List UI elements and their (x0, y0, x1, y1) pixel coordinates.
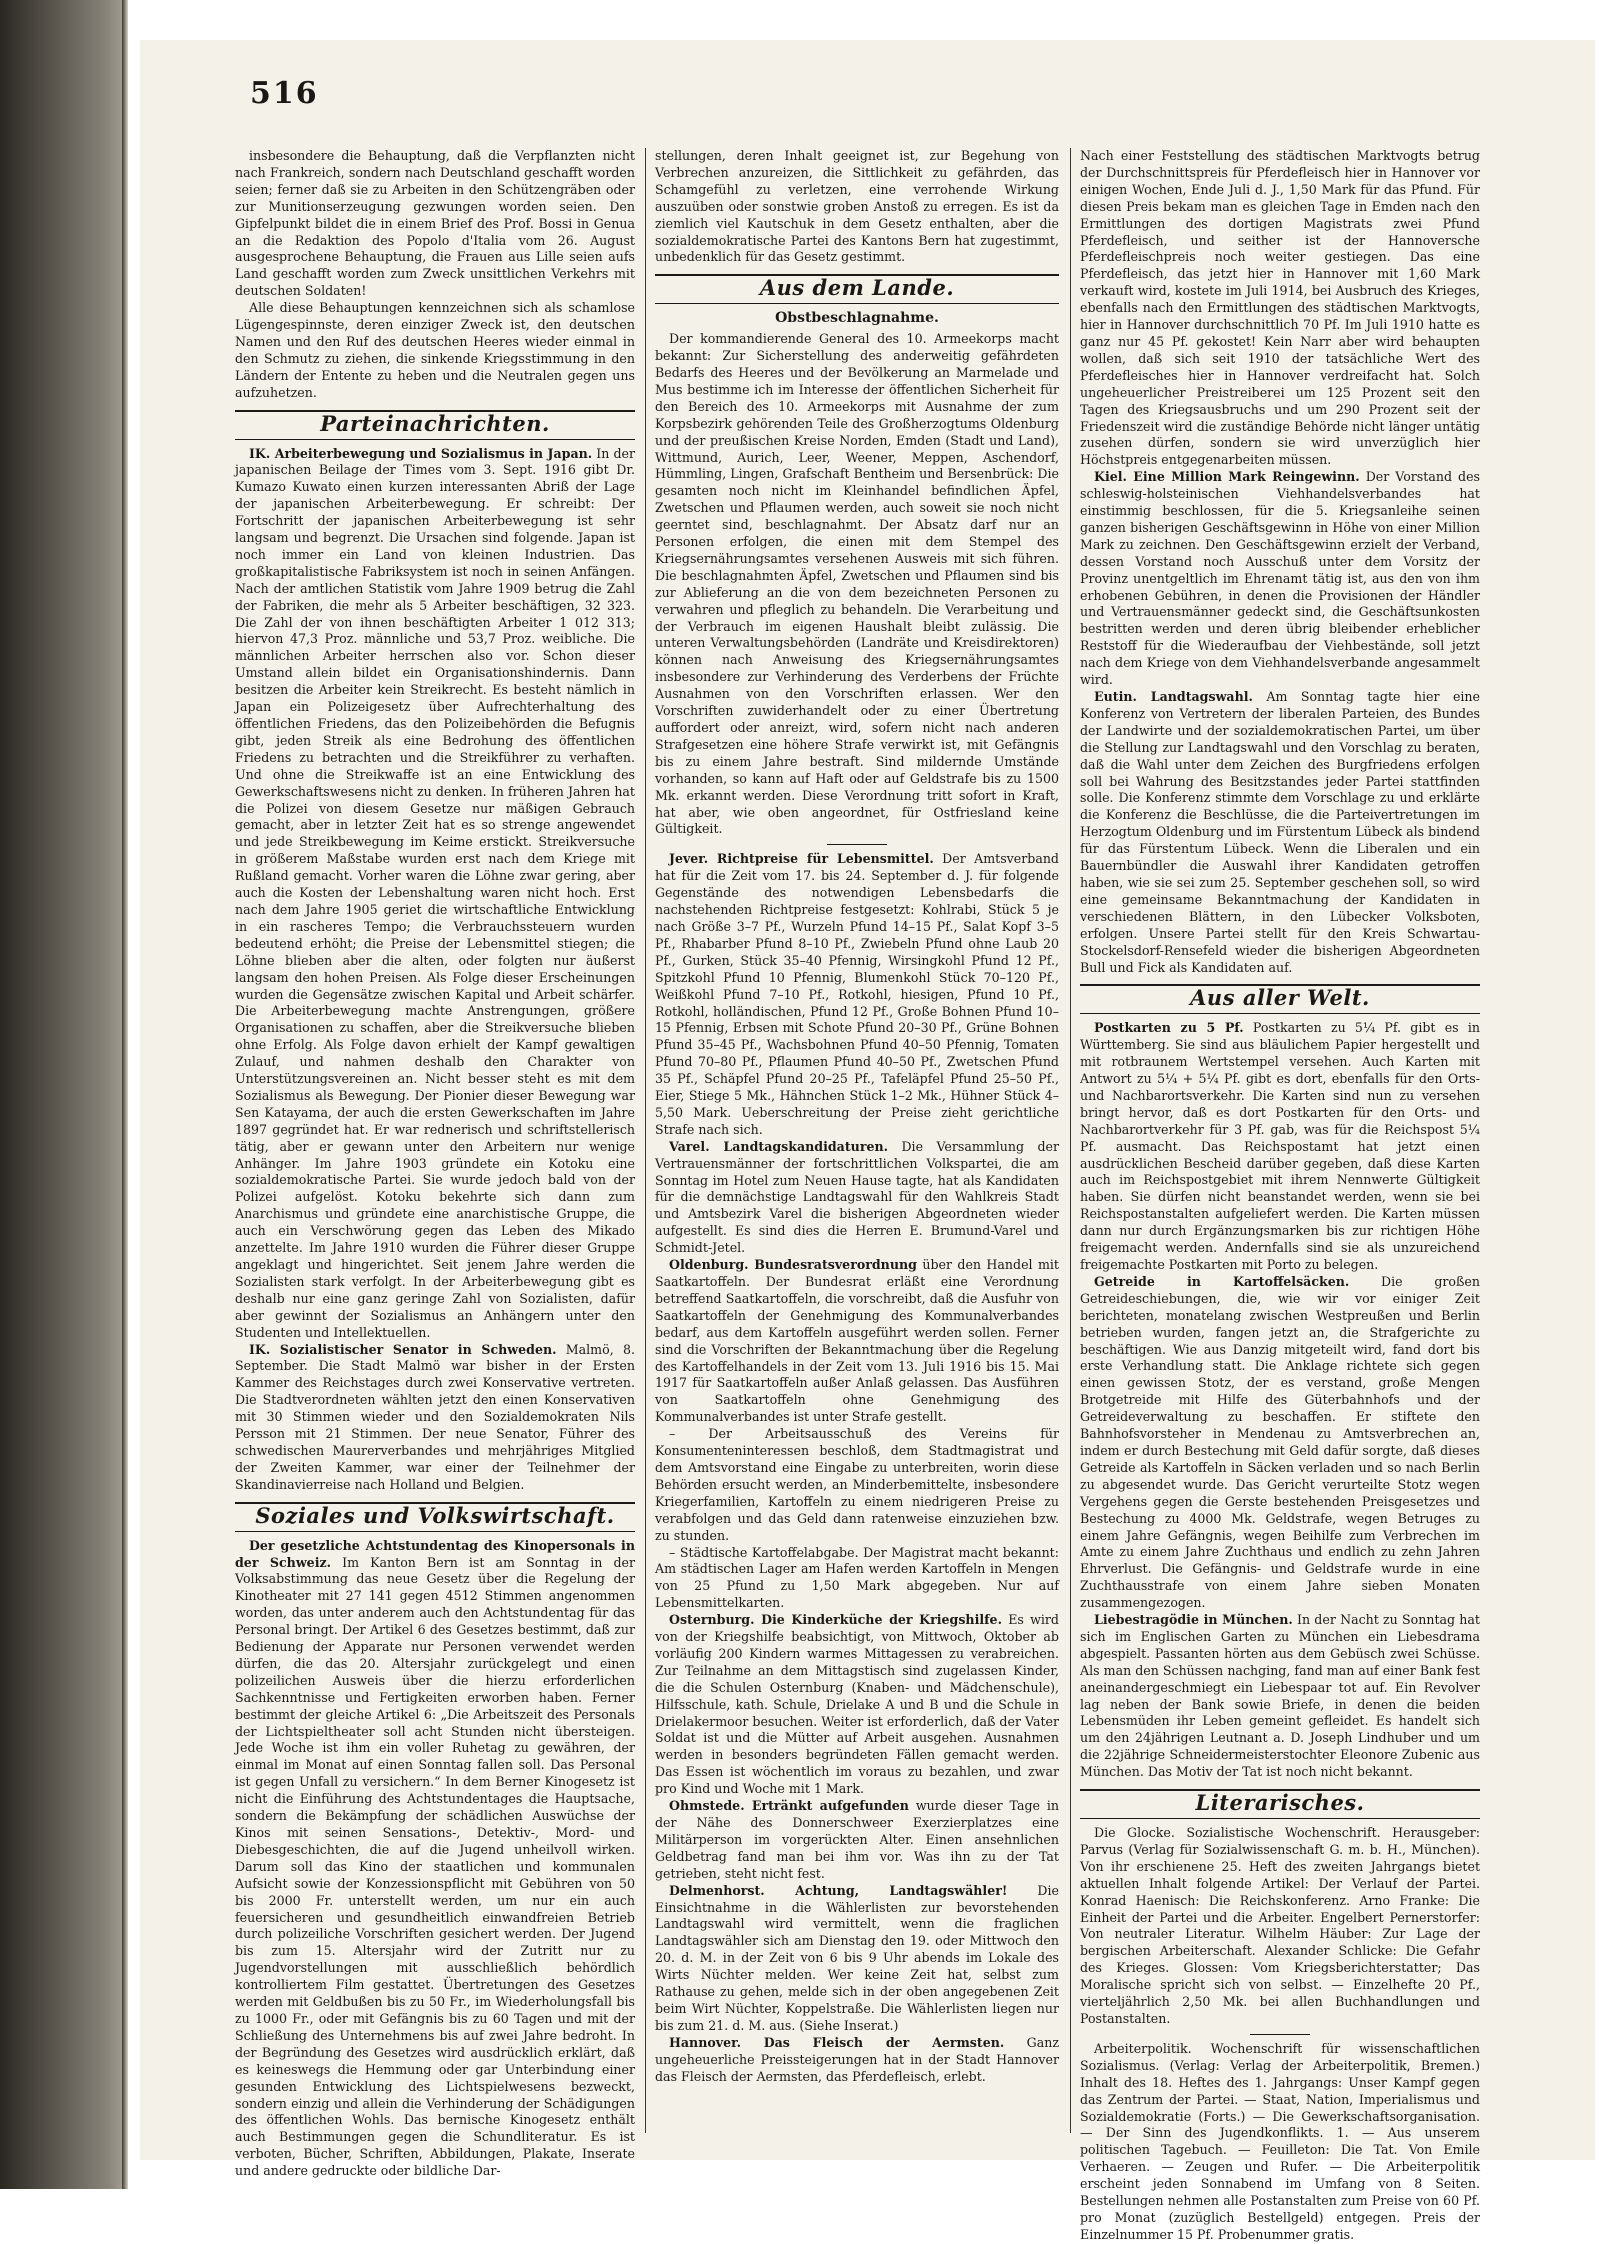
article-headline: Hannover. Das Fleisch der Aermsten. (669, 2034, 1005, 2050)
article-text: insbesondere die Behauptung, daß die Verpflanzten nicht nach Frankreich, sondern nach Deutschland geschafft worden seien; ferner daß sie zu Arbeiten in den Schützengräben oder zur Munitionserzeugung gezwungen worden seien. Den Gipfelpunkt bildet die in einem Brief des Prof. Bossi in Genua an die Redaktion des Popolo d'Italia vom 26. August ausgesprochene Behauptung, die Frauen aus Lille seien aufs Land geschafft worden zum Zweck unsittlichen Verkehrs mit deutschen Soldaten! (235, 148, 635, 299)
article-body: Die Versammlung der Vertrauensmänner der fortschrittlichen Volkspartei, die am Sonntag im Hotel zum Neuen Hause tagte, hat als Kandidaten für die demnächstige Landtagswahl für den Wahlkreis Stadt und Amtsbezirk Varel die bisherigen Abgeordneten wieder aufgestellt. Es sind dies die Herren E. Brumund-Varel und Schmidt-Jetel. (655, 1138, 1059, 1256)
article (655, 1798, 1059, 1883)
article-headline: Varel. Landtagskandidaturen. (669, 1138, 889, 1154)
divider (1250, 2034, 1310, 2035)
book-binding-edge (0, 0, 128, 2189)
article (1080, 469, 1480, 689)
article-headline: Eutin. Landtagswahl. (1094, 689, 1253, 704)
article (655, 1883, 1059, 2035)
article-headline: Ohmstede. Ertränkt aufgefunden (669, 1798, 909, 1814)
divider (827, 844, 887, 845)
article (1080, 1020, 1480, 1274)
article-headline: Osternburg. Die Kinderküche der Kriegshilfe. (669, 1612, 1002, 1628)
article (1080, 1612, 1480, 1781)
article-headline: Delmenhorst. Achtung, Landtagswähler! (669, 1882, 1008, 1898)
article (235, 446, 635, 1342)
newspaper-page (140, 40, 1595, 2242)
article-headline: Oldenburg. Bundesratsverordnung (669, 1257, 917, 1273)
article-headline: Kiel. Eine Million Mark Reingewinn. (1094, 469, 1360, 485)
article (655, 1257, 1059, 1426)
page-number: 516 (250, 76, 319, 111)
article (655, 1612, 1059, 1798)
article (1080, 1274, 1480, 1612)
article-headline: IK. Arbeiterbewegung und Sozialismus in Japan. (249, 445, 593, 461)
article-body: Malmö, 8. September. Die Stadt Malmö war bisher in der Ersten Kammer des Reichstages durch zwei Konservative vertreten. Die Stadtverordneten wählten jetzt den einen Konservativen mit 30 Stimmen wieder und den Sozialdemokraten Nils Persson mit 21 Stimmen. Der neue Senator, Führer des schwedischen Maurerverbandes und mehrjähriges Mitglied der Zweiten Kammer, war einer der Teilnehmer der Skandinavierreise nach Holland und Belgien. (235, 1341, 635, 1492)
article-text: Der kommandierende General des 10. Armeekorps macht bekannt: Zur Sicherstellung des anderweitig gefährdeten Bedarfs des Heeres und der Bevölkerung an Marmelade und Mus bestimme ich im Interesse der öffentlichen Sicherheit für den Bereich des 10. Armeekorps mit Ausnahme der zum Korpsbezirk gehörenden Teile des Großherzogtums Oldenburg und der preußischen Kreise Norden, Emden (Stadt und Land), Wittmund, Aurich, Leer, Weener, Meppen, Aschendorf, Hümmling, Lingen, Grafschaft Bentheim und Bersenbrück: Die gesamten noch nicht im Kleinhandel befindlichen Äpfel, Zwetschen und Pflaumen werden, auch soweit sie noch nicht geerntet sind, beschlagnahmt. Der Absatz darf nur an Personen erfolgen, die einen mit dem Stempel des Kriegsernährungsamtes versehenen Ausweis mit sich führen. Die beschlagnahmten Äpfel, Zwetschen und Pflaumen sind bis zur Ablieferung an die von dem bezeichneten Personen zu verwahren und pfleglich zu behandeln. Die Verarbeitung und der Verbrauch im eigenen Haushalt bleibt zulässig. Die unteren Verwaltungsbehörden (Landräte und Kreisdirektoren) können nach Anweisung des Kriegsernährungsamtes insbesondere zur Verhinderung des Verderbens der Früchte Ausnahmen von den Vorschriften erlassen. Wer den Vorschriften zuwiderhandelt oder zu einer Übertretung auffordert oder anreizt, wird, sofern nicht nach anderen Strafgesetzen eine höhere Strafe verwirkt ist, mit Gefängnis bis zu einem Jahre bestraft. Sind mildernde Umstände vorhanden, so kann auf Haft oder auf Geldstrafe bis zu 1500 Mk. erkannt werden. Diese Verordnung tritt sofort in Kraft, hat aber, wie oben angeordnet, für Ostfriesland keine Gültigkeit. (655, 331, 1059, 837)
article-body: Die großen Getreideschiebungen, die, wie wir vor einiger Zeit berichteten, monatelang zwischen Westpreußen und Berlin betrieben wurden, fangen jetzt an, die Strafgerichte zu beschäftigen. Wie aus Danzig mitgeteilt wird, fand dort bis erste Verhandlung statt. Die Anklage richtete sich gegen einen gewissen Stotz, der es verstand, große Mengen Brotgetreide mit Hilfe des Güterbahnhofs und der Getreideverwaltung zu beschaffen. Er stiftete den Bahnhofsvorsteher in Mendenau zu Amtsverbrechen an, indem er durch Bestechung mit Geld dafür sorgte, daß dieses Getreide als Kartoffeln in Säcken verladen und so nach Berlin zu abgesendet wurde. Das Gericht verurteilte Stotz wegen Vergehens gegen die Gerste bestehenden Preisgesetzes und Bestechung zu 4000 Mk. Geldstrafe, wegen Betruges zu einem Jahre Gefängnis, wegen Beihilfe zum Verbrechen im Amte zu einem Jahre Zuchthaus und endlich zu zehn Jahren Ehrverlust. Die Gefängnis- und Geldstrafe wurde in eine Zuchthausstrafe von einem Jahre sieben Monaten zusammengezogen. (1080, 1273, 1480, 1611)
article-text: Nach einer Feststellung des städtischen Marktvogts betrug der Durchschnittspreis für Pferdefleisch hier in Hannover vor einigen Wochen, Ende Juli d. J., 1,50 Mark für das Pfund. Für diesen Preis bekam man es gleichen Tage in Emden nach den Ermittlungen des dortigen Magistrats zwei Pfund Pferdefleisch, und seither ist der Hannoversche Pferdefleischpreis noch weiter gestiegen. Das eine Pferdefleisch, das jetzt hier in Hannover mit 1,60 Mark verkauft wird, kostete im Juli 1914, bei Ausbruch des Krieges, ebenfalls nach den Ermittlungen des städtischen Marktvogts, hier in Hannover durchschnittlich 70 Pf. Im Juli 1910 hatte es ganz nur 45 Pf. gekostet! Kein Narr aber wird behaupten wollen, daß sich seit 1910 der tatsächliche Wert des Pferdefleisches hier in Hannover verdreifacht hat. Solch ungeheuerlicher Preistreiberei um 125 Prozent seit den Tagen des Kriegsausbruchs und um 290 Prozent seit der Friedenszeit wird die zuständige Behörde nicht länger untätig zusehen dürfen, sondern sie wird unverzüglich hier Höchstpreis entgegenarbeiten müssen. (1080, 148, 1480, 468)
section-heading: Soziales und Volkswirtschaft. (255, 1502, 615, 1528)
article (235, 1342, 635, 1494)
article (655, 1139, 1059, 1257)
article-text: Die Glocke. Sozialistische Wochenschrift. Herausgeber: Parvus (Verlag für Sozialwissenschaft G. m. b. H., München). Von ihr erschienene 25. Heft des zweiten Jahrgangs bietet aktuellen Inhalt folgende Artikel: Der Verlauf der Partei. Konrad Haenisch: Die Reichskonferenz. Arno Franke: Die Einheit der Partei und die Arbeiter. Engelbert Pernerstorfer: Von neutraler Literatur. Wilhelm Häuber: Zur Lage der bergischen Arbeiterschaft. Alexander Schlicke: Die Gefahr des Krieges. Glossen: Vom Kriegsberichterstatter; Das Moralische spricht sich von selbst. — Einzelhefte 20 Pf., vierteljährlich 2,50 Mk. bei allen Buchhandlungen und Postanstalten. (1080, 1825, 1480, 2026)
section-heading-box (235, 1502, 635, 1532)
article-headline: Der gesetzliche Achtstundentag des Kinopersonals in der Schweiz. (235, 1537, 635, 1570)
section-heading-box (1080, 1789, 1480, 1819)
column-rule (1070, 148, 1071, 2133)
section-heading-box (655, 274, 1059, 304)
article-text: Alle diese Behauptungen kennzeichnen sich als schamlose Lügengespinnste, deren einziger Zweck ist, den deutschen Namen und den Ruf des deutschen Heeres wieder einmal in den Schmutz zu ziehen, die sinkende Kriegsstimmung in den Ländern der Entente zu heben und die Neutralen gegen uns aufzuhetzen. (235, 300, 635, 400)
article-body: Der Amtsverband hat für die Zeit vom 17. bis 24. September d. J. für folgende Gegenstände des notwendigen Lebensbedarfs die nachstehenden Richtpreise festgesetzt: Kohlrabi, Stück 5 je nach Größe 3–7 Pf., Wurzeln Pfund 14–15 Pf., Salat Kopf 3–5 Pf., Rhabarber Pfund 8–10 Pf., Zwiebeln Pfund ohne Laub 20 Pf., Gurken, Stück 35–40 Pfennig, Wirsingkohl Pfund 12 Pf., Spitzkohl Pfund 10 Pfennig, Blumenkohl Stück 70–120 Pf., Weißkohl Pfund 7–10 Pf., Rotkohl, hiesigen, Pfund 10 Pf., Rotkohl, holländischen, Pfund 12 Pf., Große Bohnen Pfund 10–15 Pfennig, Erbsen mit Schote Pfund 20–30 Pf., Grüne Bohnen Pfund 35–45 Pf., Wachsbohnen Pfund 40–50 Pfennig, Tomaten Pfund 70–80 Pf., Pflaumen Pfund 40–50 Pf., Zwetschen Pfund 35 Pf., Schäpfel Pfund 20–25 Pf., Tafeläpfel Pfund 25–50 Pf., Eier, Stiege 5 Mk., Hähnchen Stück 1–2 Mk., Hühner Stück 4–5,50 Mark. Ueberschreitung der Preise zieht gerichtliche Strafe nach sich. (655, 851, 1059, 1137)
article-body: Es wird von der Kriegshilfe beabsichtigt, von Mittwoch, Oktober ab vorläufig 200 Kindern warmes Mittagessen zu verabreichen. Zur Teilnahme an dem Mittagstisch sind zugelassen Kinder, die die Schulen Osternburg (Knaben- und Mädchenschule), Hilfsschule, kath. Schule, Drielake A und B und die Schule in Drielakermoor besuchen. Weiter ist erforderlich, daß der Vater Soldat ist und die Mütter auf Arbeit ausgehen. Ausnahmen werden in besonders begründeten Fällen gemacht werden. Das Essen ist wöchentlich im voraus zu bezahlen, und zwar pro Kind und Woche mit 1 Mark. (655, 1612, 1059, 1797)
article-text: – Städtische Kartoffelabgabe. Der Magistrat macht bekannt: Am städtischen Lager am Hafen werden Kartoffeln in Mengen von 25 Pfund zu 1,50 Mark abgegeben. Nur auf Lebensmittelkarten. (655, 1544, 1059, 1611)
section-heading: Aus dem Lande. (759, 275, 955, 301)
article-body: Der Vorstand des schleswig-holsteinischen Viehhandelsverbandes hat einstimmig beschlossen, für die 5. Kriegsanleihe seinen ganzen bisherigen Geschäftsgewinn in Höhe von einer Million Mark zu zeichnen. Den Geschäftsgewinn erzielt der Verband, dessen Vorstand noch Ausschuß unter dem Vorsitz der Provinz unentgeltlich im Ehrenamt tätig ist, aus den von ihm erhobenen Gebühren, in denen die Provisionen der Händler und Vertrauensmänner gedeckt sind, die Geschäftsunkosten bestritten werden und deren übrig bleibender erheblicher Reststoff für die Wiederaufbau der Viehbestände, soll jetzt nach dem Kriege von dem Viehhandelsverbande angesammelt wird. (1080, 469, 1480, 688)
article-body: wurde dieser Tage in der Nähe des Donnerschweer Exerzierplatzes eine Militärperson im vorgerückten Alter. Einen ansehnlichen Geldbetrag fand man bei ihm vor. Was ihn zu der Tat getrieben, steht nicht fest. (655, 1798, 1060, 1881)
column-rule (645, 148, 646, 2133)
article-body: Ganz ungeheuerliche Preissteigerungen hat in der Stadt Hannover das Fleisch der Aermsten, das Pferdefleisch, erlebt. (655, 2034, 1059, 2084)
section-heading-box (235, 410, 635, 440)
article-headline: Getreide in Kartoffelsäcken. (1094, 1273, 1350, 1289)
section-heading: Aus aller Welt. (1190, 985, 1370, 1011)
article-headline: Postkarten zu 5 Pf. (1094, 1020, 1244, 1036)
article (235, 1538, 635, 2180)
article (655, 2035, 1059, 2086)
article-text: Arbeiterpolitik. Wochenschrift für wissenschaftlichen Sozialismus. (Verlag: Verlag der Arbeiterpolitik, Bremen.) Inhalt des 18. Heftes des 1. Jahrgangs: Unser Kampf gegen das Zentrum der Partei. — Staat, Nation, Imperialismus und Sozialdemokratie (Forts.) — Die Gewerkschaftsorganisation. — Der Sinn des Jugendkonflikts. 1. — Aus unserem politischen Tagebuch. — Feuilleton: Die Tat. Von Emile Verhaeren. — Zeugen und Rufer. — Die Arbeiterpolitik erscheint jeden Sonnabend im Umfang von 8 Seiten. Bestellungen nehmen alle Postanstalten zum Preise von 60 Pf. pro Monat (zuzüglich Bestellgeld) entgegen. Preis der Einzelnummer 15 Pf. Probenummer gratis. (1080, 2040, 1480, 2242)
article-text: stellungen, deren Inhalt geeignet ist, zur Begehung von Verbrechen anzureizen, die Sittlichkeit zu gefährden, das Schamgefühl zu verletzen, eine verrohende Wirkung auszuüben oder sonstwie groben Anstoß zu erregen. Es ist da ziemlich viel Kautschuk in dem Gesetz enthalten, aber die sozialdemokratische Partei des Kantons Bern hat zugestimmt, unbedenklich für das Gesetz gestimmt. (655, 148, 1059, 265)
article-headline: IK. Sozialistischer Senator in Schweden. (249, 1341, 557, 1357)
article-body: Am Sonntag tagte hier eine Konferenz von Vertretern der liberalen Parteien, des Bundes der Landwirte und der sozialdemokratischen Partei, um über die Stellung zur Landtagswahl und den Vorschlag zu beraten, daß die Wahl unter dem Zeichen des Burgfriedens erfolgen soll bei Wahrung des Besitzstandes jeder Partei stattfinden solle. Die Konferenz stimmte dem Vorschlage zu und erklärte die Konferenz die Beschlüsse, die die Parteivertretungen im Herzogtum Oldenburg und im Fürstentum Lübeck als bindend für das Fürstentum Lübeck. Wenn die Liberalen und ein Bauernbündler die Auswahl ihrer Kandidaten getroffen haben, wie sie sei zum 25. September geschehen soll, so wird eine gemeinsame Bekanntmachung der Kandidaten in verschiedenen Blättern, in den Lübecker Volksboten, erfolgen. Unsere Partei stellt für den Kreis Schwartau-Stockelsdorf-Rensefeld wieder die bisherigen Abgeordneten Bull und Fick als Kandidaten auf. (1080, 689, 1480, 975)
article-headline: Liebestragödie in München. (1094, 1612, 1293, 1628)
article-body: In der japanischen Beilage der Times vom 3. Sept. 1916 gibt Dr. Kumazo Kuwato einen kurzen interessanten Abriß der Lage der japanischen Arbeiterbewegung. Er schreibt: Der Fortschritt der japanischen Arbeiterbewegung ist sehr langsam und begrenzt. Die Ursachen sind folgende. Japan ist noch immer ein Land von kleinen Industrien. Das großkapitalistische Fabriksystem ist noch in seinen Anfängen. Nach der amtlichen Statistik vom Jahre 1909 betrug die Zahl der Fabriken, die mehr als 5 Arbeiter beschäftigen, 32 323. Die Zahl der von ihnen beschäftigten Arbeiter 1 012 313; hiervon 47,3 Proz. männliche und 53,7 Proz. weibliche. Die männlichen Arbeiter herrschen also vor. Schon dieser Umstand allein bildet ein Organisationshindernis. Dann besitzen die Arbeiter kein Streikrecht. Es besteht nämlich in Japan ein Polizeigesetz über Aufrechterhaltung des öffentlichen Friedens, das den Polizeibehörden die Befugnis gibt, jeden Streik als eine Bedrohung des öffentlichen Friedens zu betrachten und die Streikführer zu verhaften. Und ohne die Streikwaffe ist an eine Entwicklung des Gewerkschaftswesens nicht zu denken. In früheren Jahren hat die Polizei von diesem Gesetze nur mäßigen Gebrauch gemacht, aber in letzter Zeit hat es so strenge angewendet und jede Streikbewegung im Keime erstickt. Streikversuche in größerem Maßstabe wurden erst nach dem Kriege mit Rußland gemacht. Vorher waren die Löhne zwar gering, aber auch die Kosten der Lebenshaltung waren nicht hoch. Erst nach dem Jahre 1905 geriet die wirtschaftliche Entwicklung in ein rascheres Tempo; die Verbrauchssteuern wurden bedeutend erhöht; die Preise der Lebensmittel stiegen; die Löhne blieben aber die alten, oder folgten nur äußerst langsam den hohen Preisen. Als Folge dieser Erscheinungen wurden die Gegensätze zwischen Kapital und Arbeit schärfer. Die Arbeiterbewegung machte Anstrengungen, größere Organisationen zu schaffen, aber die Streikversuche blieben ohne Erfolg. Als Folge davon erhielt der Kampf gewaltigen Zulauf, und nahmen deshalb den Charakter von Unterstützungsvereinen an. Nicht besser steht es mit dem Sozialismus als Bewegung. Der Pionier dieser Bewegung war Sen Katayama, der auch die ersten Gewerkschaften im Jahre 1897 gegründet hat. Er war rednerisch und schriftstellerisch tätig, aber er gewann unter den Arbeitern nur wenige Anhänger. Im Jahre 1903 gründete ein Kotoku eine sozialdemokratische Partei. Sie wurde jedoch bald von der Polizei aufgelöst. Kotoku bekehrte sich dann zum Anarchismus und gründete eine anarchistische Gruppe, die auch ein Verschwörung gegen das Leben des Mikado anzettelte. Im Jahre 1910 wurden die Führer dieser Gruppe angeklagt und hingerichtet. Seit jenem Jahre werden die Sozialisten stark verfolgt. In der Arbeiterbewegung gibt es deshalb nur eine ganz geringe Zahl von Sozialisten, dafür aber gewinnt der Sozialismus an Anhängern unter den Studenten und Intellektuellen. (235, 445, 636, 1340)
column-2 (655, 148, 1059, 2133)
article-subheading: Obstbeschlagnahme. (775, 310, 939, 327)
column-3 (1080, 148, 1480, 2242)
article-body: Die Einsichtnahme in die Wählerlisten zur bevorstehenden Landtagswahl wird vermittelt, wenn die fraglichen Landtagswähler sich am Dienstag den 19. oder Mittwoch den 20. d. M. in der Zeit von 6 bis 9 Uhr abends im Lokale des Wirts Nüchter melden. Wer keine Zeit hat, selbst zum Rathause zu gehen, melde sich in der oben angegebenen Zeit beim Wirt Nüchter, Koppelstraße. Die Wählerlisten liegen nur bis zum 21. d. M. aus. (Siehe Inserat.) (655, 1882, 1059, 2033)
article-body: In der Nacht zu Sonntag hat sich im Englischen Garten zu München ein Liebesdrama abgespielt. Passanten hörten aus dem Gebüsch zwei Schüsse. Als man den Schüssen nachging, fand man auf einer Bank fest aneinandergeschmiegt ein Liebespaar tot auf. Ein Revolver lag neben der Bank sowie Briefe, in denen die beiden Lebensmüden ihr Leben gemeint gefleidet. Es handelt sich um den 24jährigen Leutnant a. D. Joseph Lindhuber und um die 22jährige Schneidermeisterstochter Eleonore Zubenic aus München. Das Motiv der Tat ist noch nicht bekannt. (1080, 1612, 1480, 1780)
article-headline: Jever. Richtpreise für Lebensmittel. (669, 851, 934, 867)
article-body: Postkarten zu 5¼ Pf. gibt es in Württemberg. Sie sind aus bläulichem Papier hergestellt und mit rotbraunem Wertstempel versehen. Auch Karten mit Antwort zu 5¼ + 5¼ Pf. gibt es dort, ebenfalls für den Orts- und Nachbarortsverkehr. Die Karten sind nun zu versehen bringt hervor, daß es dort Postkarten für den Orts- und Nachbarortverkehr für 3 Pf. gab, was für die Reichspost 5¼ Pf. ausmacht. Das Reichspostamt hat jetzt einen ausdrücklichen Bescheid darüber gegeben, daß diese Karten auch im Reichspostgebiet mit ihrem Nennwerte Gültigkeit haben. Sie dürfen nicht beanstandet werden, wenn sie bei Reichspostanstalten aufgeliefert werden. Die Karten müssen dann nur durch Ergänzungsmarken bis zur richtigen Höhe freigemacht werden. Andernfalls sind sie als unzureichend freigemachte Postkarten mit Porto zu belegen. (1080, 1020, 1480, 1272)
section-heading: Literarisches. (1195, 1790, 1365, 1816)
article-body: Im Kanton Bern ist am Sonntag in der Volksabstimmung das neue Gesetz über die Regelung der Kinotheater mit 27 141 gegen 4512 Stimmen angenommen worden, das unter anderem auch den Achtstundentag für das Personal bringt. Der Artikel 6 des Gesetzes bestimmt, daß zur Bedienung der Apparate nur Personen verwendet werden dürfen, die das 20. Altersjahr zurückgelegt und einen polizeilichen Ausweis über die hierzu erforderlichen Sachkenntnisse und Fertigkeiten erworben haben. Ferner bestimmt der gleiche Artikel 6: „Die Arbeitszeit des Personals der Lichtspieltheater soll acht Stunden nicht übersteigen. Jede Woche ist ihm ein voller Ruhetag zu gewähren, der einmal im Monat auf einen Sonntag fallen soll. Das Personal ist gegen Unfall zu versichern.“ In dem Berner Kinogesetz ist nicht die Einführung des Achtstundentages die Hauptsache, sondern die Bekämpfung der schädlichen Auswüchse der Kinos mit seinen Sensations-, Detektiv-, Mord- und Diebesgeschichten, die auf die Jugend unheilvoll wirken. Darum soll das Kino der staatlichen und kommunalen Aufsicht sowie der Konzessionspflicht mit Gebühren von 50 bis 2000 Fr. unterstellt werden, um nur ein auch feuersicheren und gesundheitlich einwandfreien Betrieb durch polizeiliche Vorschriften gesichert werden. Der Jugend bis zum 15. Altersjahr wird der Zutritt nur zu Jugendvorstellungen mit ausschließlich behördlich kontrolliertem Film gestattet. Übertretungen des Gesetzes werden mit Geldbußen bis zu 50 Fr., im Wiederholungsfall bis zu 1000 Fr., oder mit Gefängnis bis zu 60 Tagen und mit der Schließung des Unternehmens bis auf zwei Jahre bedroht. In der Begründung des Gesetzes wird ausdrücklich erklärt, daß es keineswegs die Hemmung oder gar Unterbindung einer gesunden Entwicklung des Lichtspielwesens bezweckt, sondern einzig und allein die Verhinderung der Schädigungen des öffentlichen Wohls. Das bernische Kinogesetz enthält auch Bestimmungen gegen die Schundliteratur. Es ist verboten, Bücher, Schriften, Abbildungen, Plakate, Inserate und andere gedruckte oder bildliche Dar- (235, 1554, 635, 2179)
section-heading-box (1080, 984, 1480, 1014)
article-body: über den Handel mit Saatkartoffeln. Der Bundesrat erläßt eine Verordnung betreffend Saatkartoffeln, die vorschreibt, daß die Ausfuhr von Saatkartoffeln der Genehmigung des Kommunalverbandes bedarf, aus dem Kartoffeln ausgeführt werden sollen. Ferner sind die Vorschriften der Bekanntmachung über die Regelung des Kartoffelhandels in der Zeit vom 13. Juli 1916 bis 15. Mai 1917 für Saatkartoffeln außer Anlaß gelassen. Das Ausführen von Saatkartoffeln ohne Genehmigung des Kommunalverbandes ist unter Strafe gestellt. (655, 1257, 1059, 1425)
article (1080, 689, 1480, 976)
column-1 (235, 148, 636, 2179)
section-heading: Parteinachrichten. (320, 410, 550, 436)
article-text: – Der Arbeitsausschuß des Vereins für Konsumenteninteressen beschloß, dem Stadtmagistrat und dem Amtsvorstand eine Eingabe zu unterbreiten, worin diese Behörden ersucht werden, an Minderbemittelte, insbesondere Kriegerfamilien, Kartoffeln zu einem niedrigeren Preise zu verabfolgen und das Geld dann ratenweise einzuziehen bzw. zu stunden. (655, 1426, 1059, 1543)
article (655, 851, 1059, 1138)
